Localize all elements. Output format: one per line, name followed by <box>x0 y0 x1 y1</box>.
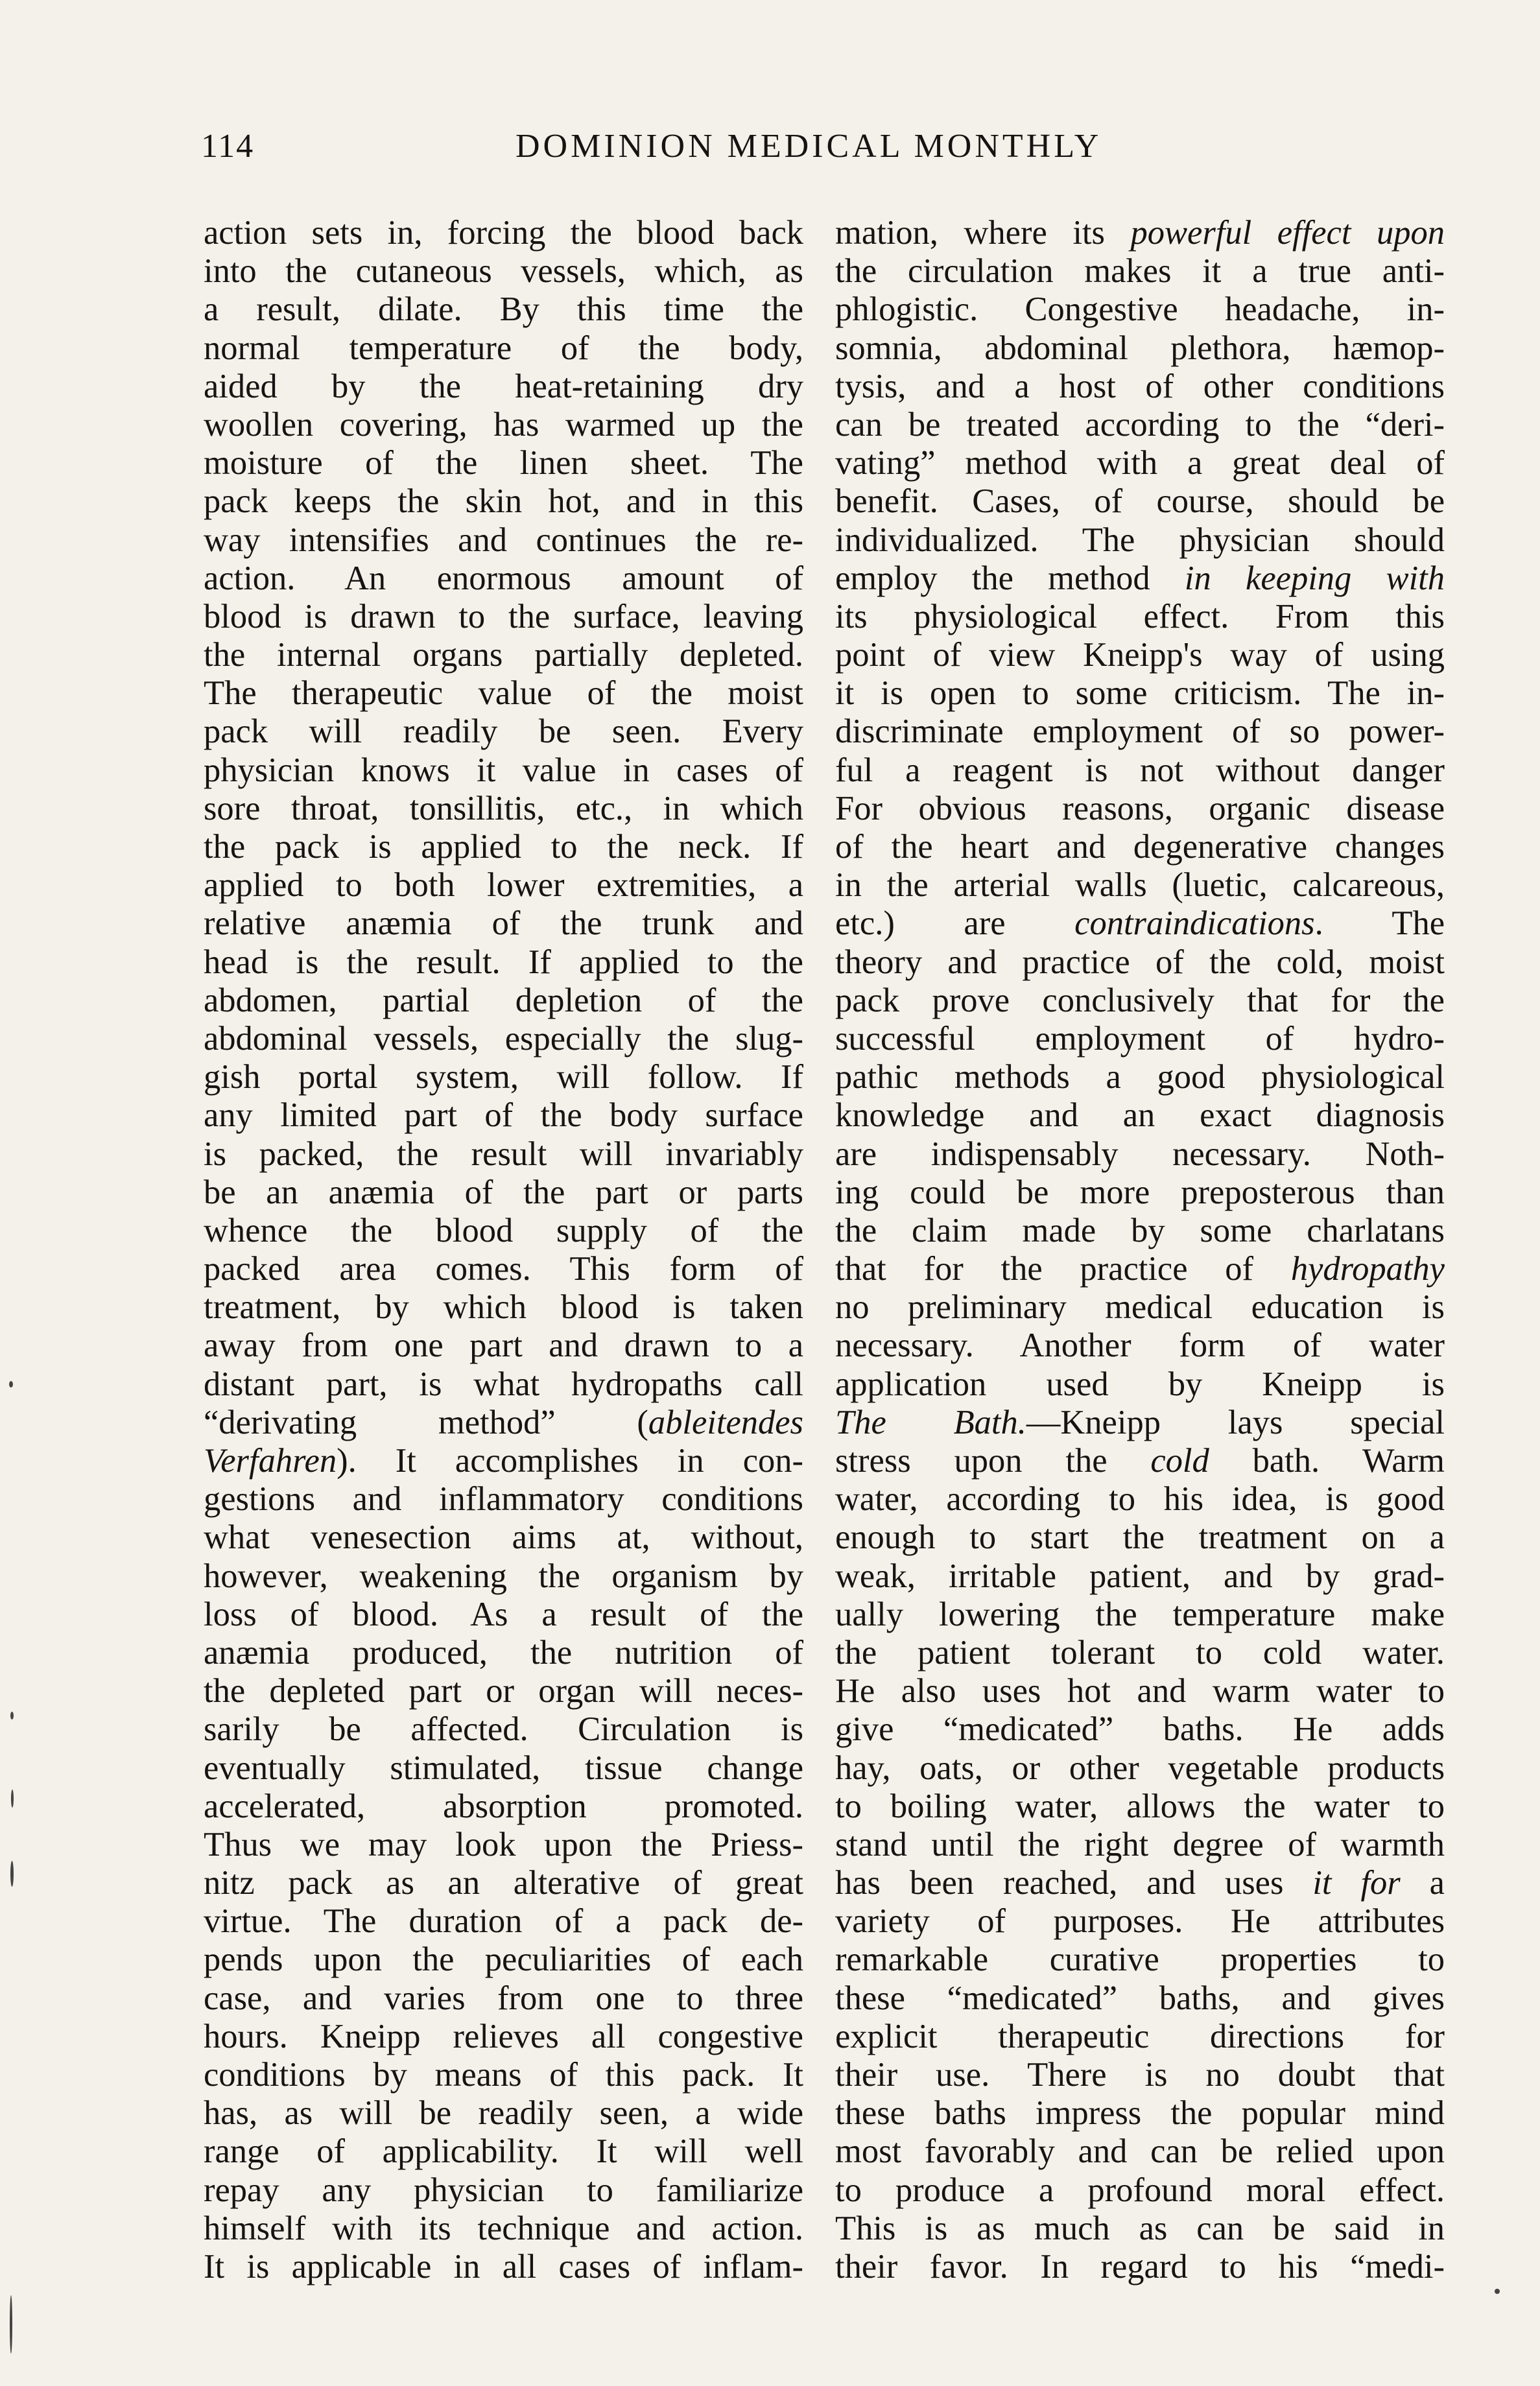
journal-title: DOMINION MEDICAL MONTHLY <box>515 128 1102 165</box>
text-line: these “medicated” baths, and gives <box>835 1979 1445 2017</box>
text-line: enough to start the treatment on a <box>835 1518 1445 1557</box>
text-line: virtue. The duration of a pack de- <box>204 1902 803 1941</box>
text-line: accelerated, absorption promoted. <box>204 1787 803 1825</box>
text-line: somnia, abdominal plethora, hæmop- <box>835 329 1445 367</box>
text-line: into the cutaneous vessels, which, as <box>204 252 803 290</box>
text-line: conditions by means of this pack. It <box>204 2056 803 2094</box>
text-line: successful employment of hydro- <box>835 1019 1445 1057</box>
text-line: way intensifies and continues the re- <box>204 521 803 559</box>
text-line: to boiling water, allows the water to <box>835 1787 1445 1825</box>
text-line: physician knows it value in cases of <box>204 751 803 789</box>
text-line: gish portal system, will follow. If <box>204 1058 803 1096</box>
scan-speck <box>9 1381 13 1388</box>
text-line: action. An enormous amount of <box>204 559 803 597</box>
text-line: phlogistic. Congestive headache, in- <box>835 290 1445 329</box>
text-line: pends upon the peculiarities of each <box>204 1941 803 1979</box>
text-line: stand until the right degree of warmth <box>835 1825 1445 1863</box>
text-line: case, and varies from one to three <box>204 1979 803 2017</box>
text-line: tysis, and a host of other conditions <box>835 367 1445 405</box>
text-line: are indispensably necessary. Noth- <box>835 1135 1445 1173</box>
text-line: what venesection aims at, without, <box>204 1518 803 1557</box>
text-line: himself with its technique and action. <box>204 2209 803 2247</box>
text-line: hay, oats, or other vegetable products <box>835 1749 1445 1787</box>
text-line: sore throat, tonsillitis, etc., in which <box>204 789 803 827</box>
text-line: treatment, by which blood is taken <box>204 1288 803 1327</box>
text-line: mation, where its powerful effect upon <box>835 214 1445 252</box>
text-line: packed area comes. This form of <box>204 1250 803 1288</box>
text-line: application used by Kneipp is <box>835 1365 1445 1403</box>
page-number: 114 <box>201 128 255 165</box>
text-line: pack prove conclusively that for the <box>835 981 1445 1019</box>
text-line: the pack is applied to the neck. If <box>204 828 803 866</box>
text-line: Verfahren). It accomplishes in con- <box>204 1442 803 1480</box>
text-line: any limited part of the body surface <box>204 1096 803 1135</box>
text-line: moisture of the linen sheet. The <box>204 444 803 482</box>
text-line: abdomen, partial depletion of the <box>204 981 803 1019</box>
text-line: these baths impress the popular mind <box>835 2094 1445 2132</box>
text-line: however, weakening the organism by <box>204 1557 803 1595</box>
text-line: its physiological effect. From this <box>835 597 1445 635</box>
text-line: sarily be affected. Circulation is <box>204 1710 803 1749</box>
text-line: individualized. The physician should <box>835 521 1445 559</box>
text-line: The therapeutic value of the moist <box>204 674 803 713</box>
text-line: eventually stimulated, tissue change <box>204 1749 803 1787</box>
text-line: knowledge and an exact diagnosis <box>835 1096 1445 1135</box>
text-line: water, according to his idea, is good <box>835 1480 1445 1518</box>
text-line: the circulation makes it a true anti- <box>835 252 1445 290</box>
text-line: remarkable curative properties to <box>835 1941 1445 1979</box>
scan-speck <box>1495 2289 1500 2294</box>
text-line: employ the method in keeping with <box>835 559 1445 597</box>
text-line: of the heart and degenerative changes <box>835 828 1445 866</box>
text-line: away from one part and drawn to a <box>204 1327 803 1365</box>
text-line: theory and practice of the cold, moist <box>835 943 1445 981</box>
text-line: necessary. Another form of water <box>835 1327 1445 1365</box>
text-line: whence the blood supply of the <box>204 1211 803 1249</box>
text-line: it is open to some criticism. The in- <box>835 674 1445 713</box>
text-line: ually lowering the temperature make <box>835 1595 1445 1633</box>
text-line: “derivating method” (ableitendes <box>204 1403 803 1441</box>
scan-speck <box>10 2295 12 2354</box>
text-line: head is the result. If applied to the <box>204 943 803 981</box>
text-line: that for the practice of hydropathy <box>835 1250 1445 1288</box>
scan-speck <box>10 1861 14 1887</box>
text-line: ful a reagent is not without danger <box>835 751 1445 789</box>
scan-speck <box>11 1790 14 1808</box>
text-line: relative anæmia of the trunk and <box>204 904 803 943</box>
text-line: anæmia produced, the nutrition of <box>204 1633 803 1671</box>
text-line: weak, irritable patient, and by grad- <box>835 1557 1445 1595</box>
text-line: For obvious reasons, organic disease <box>835 789 1445 827</box>
text-line: woollen covering, has warmed up the <box>204 405 803 443</box>
text-line: the internal organs partially depleted. <box>204 636 803 674</box>
text-line: pack keeps the skin hot, and in this <box>204 482 803 521</box>
text-line: aided by the heat-retaining dry <box>204 367 803 405</box>
text-line: ing could be more preposterous than <box>835 1173 1445 1211</box>
text-line: distant part, is what hydropaths call <box>204 1365 803 1403</box>
text-line: most favorably and can be relied upon <box>835 2132 1445 2171</box>
text-line: point of view Kneipp's way of using <box>835 636 1445 674</box>
text-line: pack will readily be seen. Every <box>204 713 803 751</box>
text-line: abdominal vessels, especially the slug- <box>204 1019 803 1057</box>
running-head <box>201 127 1469 179</box>
text-line: normal temperature of the body, <box>204 329 803 367</box>
text-line: the patient tolerant to cold water. <box>835 1633 1445 1671</box>
text-line: discriminate employment of so power- <box>835 713 1445 751</box>
text-line: their favor. In regard to his “medi- <box>835 2247 1445 2286</box>
text-line: vating” method with a great deal of <box>835 444 1445 482</box>
text-line: loss of blood. As a result of the <box>204 1595 803 1633</box>
text-line: pathic methods a good physiological <box>835 1058 1445 1096</box>
text-line: be an anæmia of the part or parts <box>204 1173 803 1211</box>
text-line: is packed, the result will invariably <box>204 1135 803 1173</box>
text-line: He also uses hot and warm water to <box>835 1672 1445 1710</box>
text-line: has, as will be readily seen, a wide <box>204 2094 803 2132</box>
text-line: This is as much as can be said in <box>835 2209 1445 2247</box>
text-line: gestions and inflammatory conditions <box>204 1480 803 1518</box>
scan-speck <box>10 1712 14 1719</box>
text-line: hours. Kneipp relieves all congestive <box>204 2017 803 2055</box>
text-line: no preliminary medical education is <box>835 1288 1445 1327</box>
text-line: variety of purposes. He attributes <box>835 1902 1445 1941</box>
text-line: the depleted part or organ will neces- <box>204 1672 803 1710</box>
text-line: It is applicable in all cases of inflam- <box>204 2247 803 2286</box>
text-line: their use. There is no doubt that <box>835 2056 1445 2094</box>
text-line: blood is drawn to the surface, leaving <box>204 597 803 635</box>
text-line: applied to both lower extremities, a <box>204 866 803 904</box>
text-line: in the arterial walls (luetic, calcareous, <box>835 866 1445 904</box>
left-text-column <box>204 214 803 2286</box>
text-line: action sets in, forcing the blood back <box>204 214 803 252</box>
text-line: explicit therapeutic directions for <box>835 2017 1445 2055</box>
text-line: benefit. Cases, of course, should be <box>835 482 1445 521</box>
text-line: nitz pack as an alterative of great <box>204 1864 803 1902</box>
text-line: The Bath.—Kneipp lays special <box>835 1403 1445 1441</box>
text-line: Thus we may look upon the Priess- <box>204 1825 803 1863</box>
right-text-column <box>835 214 1445 2286</box>
text-line: a result, dilate. By this time the <box>204 290 803 329</box>
text-line: repay any physician to familiarize <box>204 2171 803 2209</box>
text-line: range of applicability. It will well <box>204 2132 803 2171</box>
text-line: etc.) are contraindications. The <box>835 904 1445 943</box>
text-line: the claim made by some charlatans <box>835 1211 1445 1249</box>
text-line: to produce a profound moral effect. <box>835 2171 1445 2209</box>
text-line: stress upon the cold bath. Warm <box>835 1442 1445 1480</box>
text-line: can be treated according to the “deri- <box>835 405 1445 443</box>
text-line: give “medicated” baths. He adds <box>835 1710 1445 1749</box>
text-line: has been reached, and uses it for a <box>835 1864 1445 1902</box>
